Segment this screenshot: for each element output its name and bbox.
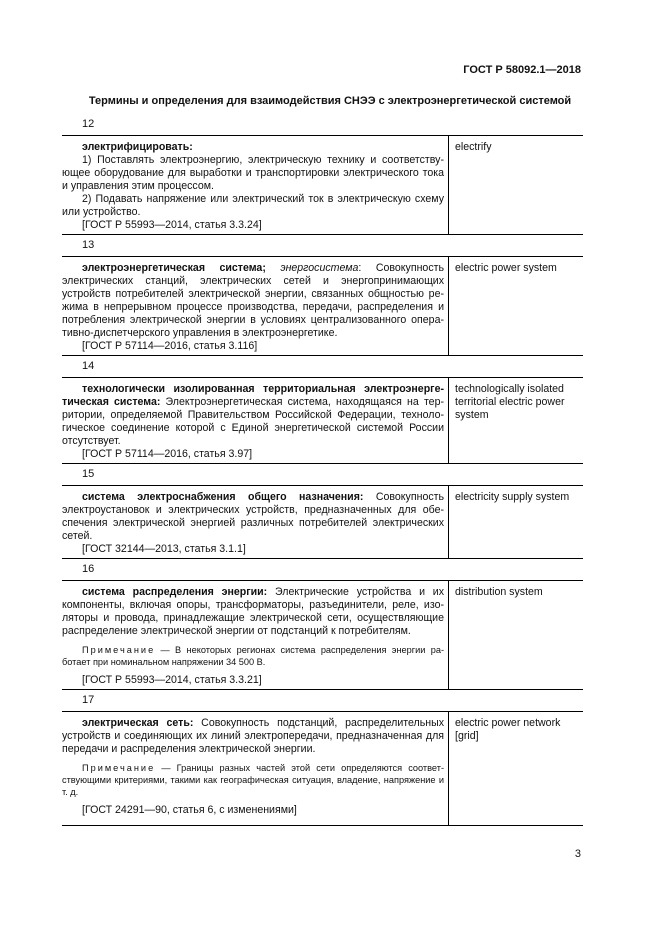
- definition-cell: [62, 581, 449, 689]
- term-source: [ГОСТ Р 55993—2014, статья 3.3.24]: [82, 219, 262, 231]
- term-name: электроэнергетическая система;: [82, 262, 266, 274]
- term-name: электрическая сеть:: [82, 717, 194, 729]
- definition-cell: [62, 712, 449, 825]
- standard-code: ГОСТ Р 58092.1—2018: [463, 64, 581, 76]
- definition-cell: [62, 486, 449, 558]
- term-source: [ГОСТ 24291—90, статья 6, с изменениями]: [82, 804, 297, 816]
- definition-body: : Совокупность электрических станций, электрических сетей и энергопринимающих устройств потребителей электрической энергии, связанных общностью режима в непрерывном процессе производства, передачи, распределения и потребления электрической энергии в условиях централизованного оперативно-диспетчерского управления в электроэнергетике.: [62, 262, 444, 339]
- definition-body: Совокупность подстанций, распределительных устройств и соединяющих их линий электропередачи, предназначенная для передачи и распределения электрической энергии.: [62, 717, 444, 755]
- definition-text: [62, 586, 444, 638]
- term-name: технологически изолированная территориальная электроэнергетическая система:: [62, 383, 444, 408]
- term-number: 15: [82, 468, 95, 480]
- term-synonym: энергосистема: [280, 262, 359, 274]
- definition-paragraph: 2) Подавать напряжение или электрический ток в электрическую схему или устройство.: [62, 193, 444, 218]
- note-label: Примечание: [82, 645, 156, 655]
- term-entry: [62, 580, 583, 690]
- definition-body: Электрические устройства и их компоненты, включая опоры, трансформаторы, разъединители, реле, изоляторы и провода, принадлежащие электрической сети, осуществляющие распределение электрической энергии от подстанций к потребителям.: [62, 586, 444, 637]
- term-note: [62, 762, 444, 798]
- definition-text: [62, 383, 444, 448]
- synonym-separator: [266, 262, 281, 274]
- definition-text: [62, 141, 444, 154]
- definition-text: [62, 491, 444, 543]
- note-text: — Границы разных частей этой сети определяются соответствующими критериями, такими как географическая ситуация, владение, напряжение и т. д.: [62, 763, 444, 797]
- term-entry: [62, 377, 583, 464]
- term-source: [ГОСТ Р 55993—2014, статья 3.3.21]: [82, 674, 262, 686]
- term-name: электрифицировать:: [82, 141, 193, 153]
- definition-paragraph: 1) Поставлять электроэнергию, электрическую технику и соответствующее оборудование для выработки и транспортировки электрического тока и управления этим процессом.: [62, 154, 444, 192]
- term-number: 12: [82, 118, 95, 130]
- term-entry: [62, 256, 583, 356]
- english-equivalent: electrify: [455, 141, 492, 153]
- term-name: система электроснабжения общего назначения:: [82, 491, 364, 503]
- definition-cell: [62, 136, 449, 234]
- term-entry: [62, 711, 583, 826]
- note-label: Примечание: [82, 763, 156, 773]
- page-number: 3: [574, 848, 581, 860]
- term-number: 17: [82, 694, 95, 706]
- term-entry: [62, 135, 583, 235]
- term-source: [ГОСТ 32144—2013, статья 3.1.1]: [82, 543, 246, 555]
- term-name: система распределения энергии:: [82, 586, 268, 598]
- definition-cell: [62, 257, 449, 355]
- term-number: 13: [82, 239, 95, 251]
- english-equivalent: electric power network [grid]: [455, 717, 561, 742]
- definition-body: Совокупность электроустановок и электрических устройств, предназначенных для обеспечения электрической энергией различных потребителей электрических сетей.: [62, 491, 445, 542]
- definition-text: [62, 262, 444, 340]
- definition-cell: [62, 378, 449, 463]
- section-title: Термины и определения для взаимодействия СНЭЭ с электроэнергетической системой: [88, 95, 572, 107]
- terms-list: [62, 117, 583, 829]
- term-source: [ГОСТ Р 57114—2016, статья 3.116]: [82, 340, 258, 352]
- definition-body: Электроэнергетическая система, находящаяся на территории, определяемой Правительством Российской Федерации, технологическое соединение которой с Единой энергетической системой России отсутствует.: [62, 396, 445, 447]
- note-text: — В некоторых регионах система распределения энергии работает при номинальном напряжении 34 500 В.: [62, 645, 444, 667]
- term-number: 16: [82, 563, 95, 575]
- english-equivalent: electricity supply system: [455, 491, 570, 503]
- term-number: 14: [82, 360, 95, 372]
- english-equivalent: technologically isolated territorial electric power system: [455, 383, 565, 421]
- definition-text: [62, 717, 444, 756]
- english-equivalent: distribution system: [455, 586, 543, 598]
- term-source: [ГОСТ Р 57114—2016, статья 3.97]: [82, 448, 253, 460]
- term-note: [62, 644, 444, 668]
- term-entry: [62, 485, 583, 559]
- english-equivalent: electric power system: [455, 262, 557, 274]
